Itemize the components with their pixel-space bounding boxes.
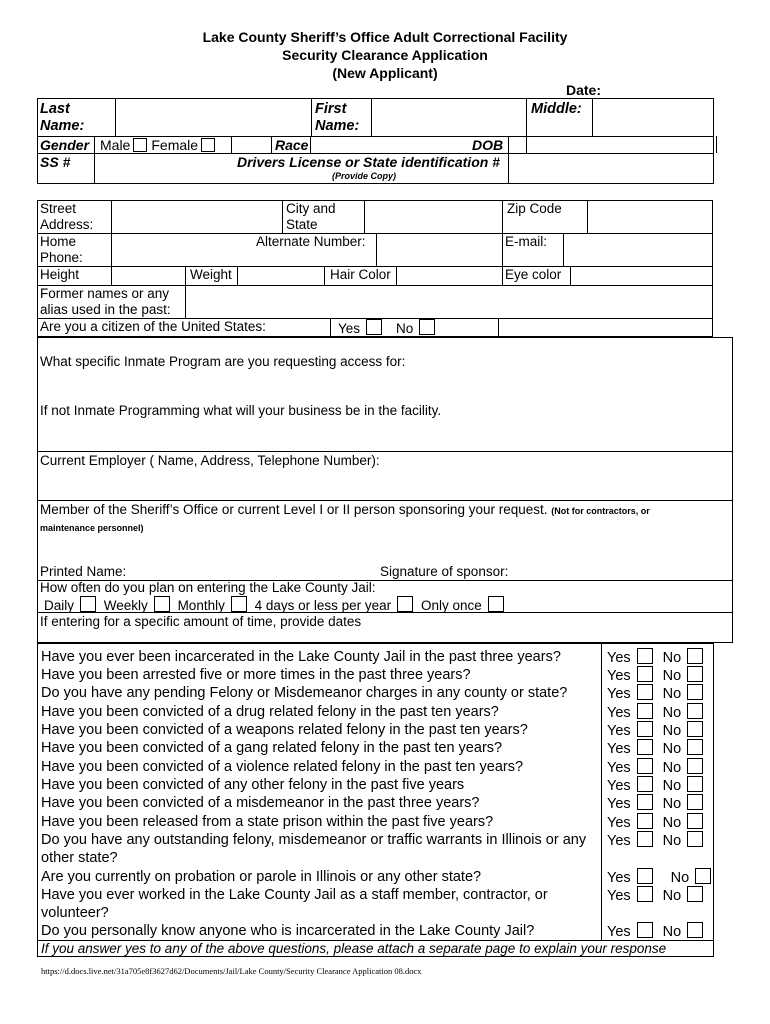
gender-label: Gender [40, 137, 90, 153]
yes-label: Yes [607, 815, 631, 831]
no-checkbox-2[interactable] [687, 666, 703, 682]
yes-label: Yes [607, 870, 631, 886]
no-label: No [662, 686, 682, 702]
frequency-options [44, 596, 508, 613]
yes-checkbox-12[interactable] [637, 868, 653, 884]
female-label: Female [151, 137, 199, 153]
question-14: Do you personally know anyone who is incarcerated in the Lake County Jail? [41, 923, 535, 939]
no-checkbox-7[interactable] [687, 758, 703, 774]
answer-row-7 [607, 758, 707, 777]
citizen-no-checkbox[interactable] [419, 319, 435, 335]
yes-label: Yes [607, 760, 631, 776]
no-checkbox-13[interactable] [687, 886, 703, 902]
answer-row-2 [607, 666, 707, 685]
form-title: Lake County Sheriff’s Office Adult Correctional Facility [202, 29, 568, 45]
no-label: No [662, 650, 682, 666]
street-label: Street Address: [40, 201, 94, 232]
question-10: Have you been released from a state prison within the past five years? [41, 814, 494, 830]
yes-checkbox-11[interactable] [637, 831, 653, 847]
no-checkbox-10[interactable] [687, 813, 703, 829]
female-checkbox[interactable] [201, 138, 215, 152]
yes-checkbox-5[interactable] [637, 721, 653, 737]
last-name-label: Last Name: [40, 101, 85, 134]
answer-row-11 [607, 831, 707, 850]
sponsor-question [40, 502, 700, 536]
home-phone-label: Home Phone: [40, 234, 83, 265]
hair-color-label: Hair Color [330, 267, 391, 282]
yes-checkbox-10[interactable] [637, 813, 653, 829]
provide-copy-note: (Provide Copy) [332, 171, 397, 181]
yes-checkbox-2[interactable] [637, 666, 653, 682]
no-checkbox-5[interactable] [687, 721, 703, 737]
yes-checkbox-1[interactable] [637, 648, 653, 664]
frequency-question: How often do you plan on entering the Lake County Jail: [40, 580, 376, 595]
only-once-label: Only once [420, 598, 482, 613]
yes-checkbox-13[interactable] [637, 886, 653, 902]
male-label: Male [100, 137, 131, 153]
citizen-yes-checkbox[interactable] [366, 319, 382, 335]
yes-checkbox-7[interactable] [637, 758, 653, 774]
four-days-label: 4 days or less per year [254, 598, 392, 613]
only-once-checkbox[interactable] [488, 596, 504, 612]
answer-row-13 [607, 886, 707, 905]
no-checkbox-11[interactable] [687, 831, 703, 847]
question-2: Have you been arrested five or more times in the past three years? [41, 667, 471, 683]
answer-row-5 [607, 721, 707, 740]
email-label: E-mail: [505, 234, 548, 249]
yes-label: Yes [607, 833, 631, 849]
yes-label: Yes [607, 796, 631, 812]
question-7: Have you been convicted of a violence related felony in the past ten years? [41, 759, 524, 775]
document-url: https://d.docs.live.net/31a705e8f3627d62/Documents/Jail/Lake County/Security Clearance Application 08.docx [41, 966, 422, 976]
yes-checkbox-9[interactable] [637, 794, 653, 810]
yes-label: Yes [607, 668, 631, 684]
yes-checkbox-6[interactable] [637, 739, 653, 755]
middle-label: Middle: [531, 101, 582, 117]
gender-options [100, 137, 219, 153]
question-4: Have you been convicted of a drug related felony in the past ten years? [41, 704, 499, 720]
weight-label: Weight [190, 267, 232, 282]
answer-row-4 [607, 703, 707, 722]
no-checkbox-4[interactable] [687, 703, 703, 719]
daily-label: Daily [44, 598, 75, 613]
no-label: No [662, 924, 682, 940]
weekly-checkbox[interactable] [154, 596, 170, 612]
question-8: Have you been convicted of any other felony in the past five years [41, 777, 465, 793]
no-checkbox-1[interactable] [687, 648, 703, 664]
program-question: What specific Inmate Program are you requesting access for: [40, 354, 406, 369]
yes-checkbox-14[interactable] [637, 922, 653, 938]
yes-label: Yes [607, 705, 631, 721]
ssn-label: SS # [40, 154, 71, 170]
former-names-label: Former names or any alias used in the past: [40, 286, 171, 317]
dob-label: DOB [472, 137, 504, 153]
no-label: No [662, 760, 682, 776]
answer-row-3 [607, 684, 707, 703]
no-checkbox-9[interactable] [687, 794, 703, 810]
city-state-label: City and State [286, 201, 336, 232]
form-applicant-type: (New Applicant) [332, 65, 438, 81]
yes-label: Yes [607, 650, 631, 666]
height-label: Height [40, 267, 80, 282]
zip-label: Zip Code [507, 201, 562, 216]
business-question: If not Inmate Programming what will your business be in the facility. [40, 403, 442, 418]
question-12: Are you currently on probation or parole in Illinois or any other state? [41, 869, 482, 885]
yes-checkbox-3[interactable] [637, 684, 653, 700]
question-6: Have you been convicted of a gang related felony in the past ten years? [41, 740, 503, 756]
citizen-options [338, 319, 439, 336]
monthly-label: Monthly [177, 598, 225, 613]
monthly-checkbox[interactable] [231, 596, 247, 612]
printed-name-label: Printed Name: [40, 564, 127, 579]
sponsor-question-text: Member of the Sheriff’s Office or current Level I or II person sponsoring your request. [40, 502, 548, 517]
no-label: No [662, 741, 682, 757]
question-13: Have you ever worked in the Lake County Jail as a staff member, contractor, or volunteer? [41, 887, 548, 921]
no-label: No [662, 815, 682, 831]
answer-row-6 [607, 739, 707, 758]
yes-checkbox-8[interactable] [637, 776, 653, 792]
race-label: Race [275, 137, 309, 153]
question-11: Do you have any outstanding felony, misdemeanor or traffic warrants in Illinois or any other state? [41, 832, 587, 866]
question-9: Have you been convicted of a misdemeanor in the past three years? [41, 795, 480, 811]
no-label: No [662, 723, 682, 739]
date-label: Date: [566, 82, 602, 98]
answer-row-9 [607, 794, 707, 813]
yes-label: Yes [607, 686, 631, 702]
license-label: Drivers License or State identification # [237, 154, 500, 170]
question-5: Have you been convicted of a weapons related felony in the past ten years? [41, 722, 528, 738]
citizen-no-label: No [396, 321, 414, 336]
citizen-yes-label: Yes [338, 321, 361, 336]
answer-row-8 [607, 776, 707, 795]
no-checkbox-14[interactable] [687, 922, 703, 938]
no-checkbox-3[interactable] [687, 684, 703, 700]
yes-label: Yes [607, 741, 631, 757]
four-days-checkbox[interactable] [397, 596, 413, 612]
explanation-note: If you answer yes to any of the above questions, please attach a separate page to explain your response [41, 941, 667, 956]
no-label: No [662, 888, 682, 904]
alt-number-label: Alternate Number: [256, 234, 366, 249]
sponsor-note: (Not for contractors, or maintenance personnel) [40, 506, 650, 533]
male-checkbox[interactable] [133, 138, 147, 152]
no-label: No [662, 668, 682, 684]
first-name-label: First Name: [315, 101, 360, 134]
no-checkbox-12[interactable] [695, 868, 711, 884]
answer-row-12 [607, 868, 715, 887]
sponsor-signature-label: Signature of sponsor: [380, 564, 509, 579]
no-label: No [662, 778, 682, 794]
no-label: No [662, 705, 682, 721]
answer-row-14 [607, 922, 707, 941]
answer-row-10 [607, 813, 707, 832]
no-label: No [662, 796, 682, 812]
citizen-label: Are you a citizen of the United States: [40, 319, 266, 334]
question-3: Do you have any pending Felony or Misdemeanor charges in any county or state? [41, 685, 568, 701]
daily-checkbox[interactable] [80, 596, 96, 612]
yes-label: Yes [607, 888, 631, 904]
yes-label: Yes [607, 723, 631, 739]
yes-label: Yes [607, 778, 631, 794]
question-1: Have you ever been incarcerated in the Lake County Jail in the past three years? [41, 649, 561, 665]
employer-question: Current Employer ( Name, Address, Telephone Number): [40, 453, 380, 468]
no-label: No [662, 833, 682, 849]
no-checkbox-8[interactable] [687, 776, 703, 792]
yes-label: Yes [607, 924, 631, 940]
specific-time-label: If entering for a specific amount of time, provide dates [40, 614, 362, 629]
weekly-label: Weekly [103, 598, 148, 613]
no-label: No [670, 870, 690, 886]
no-checkbox-6[interactable] [687, 739, 703, 755]
form-subtitle: Security Clearance Application [282, 47, 488, 63]
eye-color-label: Eye color [505, 267, 562, 282]
answer-row-1 [607, 648, 707, 667]
yes-checkbox-4[interactable] [637, 703, 653, 719]
